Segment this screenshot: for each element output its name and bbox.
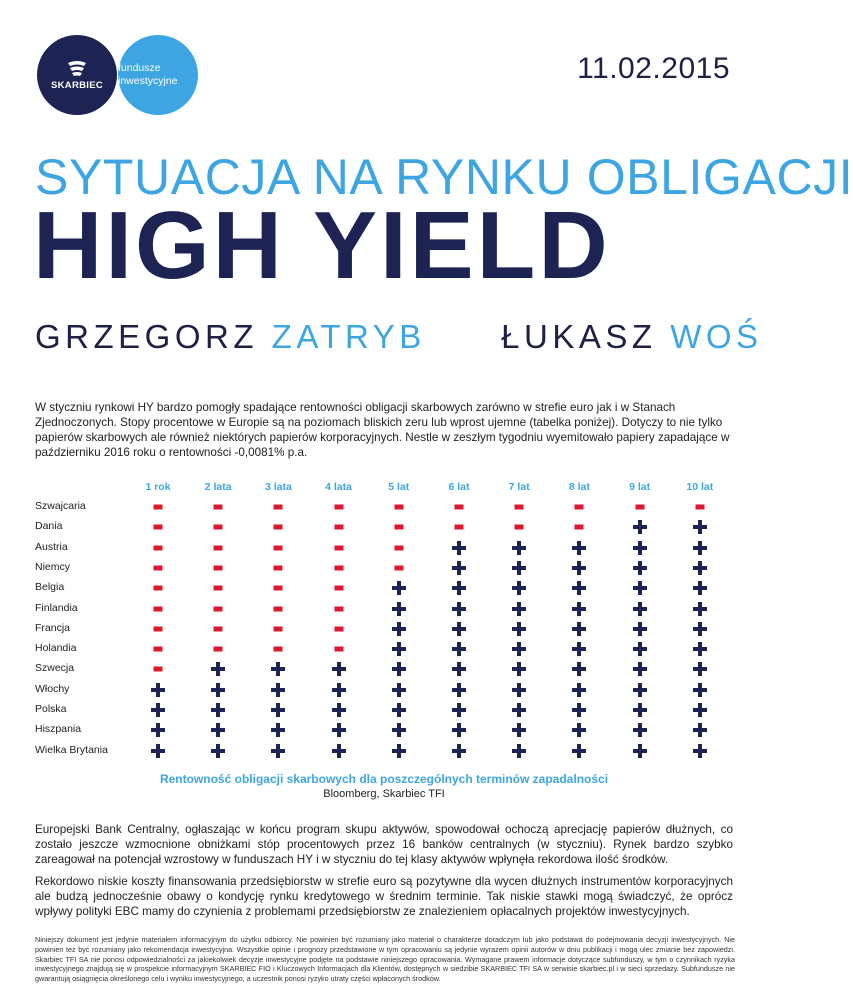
plus-icon (512, 683, 526, 697)
plus-icon (633, 561, 647, 575)
minus-icon (334, 647, 343, 652)
plus-icon (392, 662, 406, 676)
minus-icon (274, 586, 283, 591)
plus-icon (633, 662, 647, 676)
plus-icon (572, 541, 586, 555)
plus-icon (332, 683, 346, 697)
authors (35, 318, 763, 356)
column-header: 9 lat (629, 481, 651, 493)
plus-icon (693, 683, 707, 697)
plus-icon (572, 602, 586, 616)
plus-icon (452, 602, 466, 616)
document-date: 11.02.2015 (577, 52, 730, 85)
plus-icon (693, 622, 707, 636)
minus-icon (154, 545, 163, 550)
minus-icon (154, 626, 163, 631)
plus-icon (633, 642, 647, 656)
plus-icon (392, 581, 406, 595)
minus-icon (334, 505, 343, 510)
minus-icon (575, 505, 584, 510)
plus-icon (633, 683, 647, 697)
plus-icon (392, 744, 406, 758)
plus-icon (452, 662, 466, 676)
plus-icon (271, 723, 285, 737)
minus-icon (635, 505, 644, 510)
plus-icon (332, 662, 346, 676)
minus-icon (154, 505, 163, 510)
row-label: Hiszpania (35, 723, 82, 736)
minus-icon (334, 606, 343, 611)
minus-icon (214, 586, 223, 591)
minus-icon (334, 565, 343, 570)
column-header: 8 lat (568, 481, 590, 493)
minus-icon (394, 545, 403, 550)
disclaimer: Niniejszy dokument jest jedynie materiałem informacyjnym do użytku odbiorcy. Nie powinien być rozumiany jako materiał o charakterze doradczym lub jako podstawa do podejmowania decyzji inwestycyjnych. Nie powinien też być rozumiany jako rekomendacja inwestycyjna. Wszystkie opinie i prognozy przedstawione w tym opracowaniu są jedynie wyrazem opinii autorów w dniu publikacji i mogą ulec zmianie bez zapowiedzi. Skarbiec TFI SA nie ponosi odpowiedzialności za jakiekolwiek decyzje inwestycyjne podjęte na podstawie niniejszego opracowania. Wymagane prawem informacje dotyczące subfunduszy, w tym o czynnikach ryzyka inwestycyjnego znajdują się w prospekcie informacyjnym SKARBIEC FIO i Kluczowych Informacjach dla Klientów, dostępnych w siedzibie SKARBIEC TFI SA w serwisie skarbiec.pl i w sieci sprzedaży. Subfundusze nie gwarantują osiągnięcia określonego celu i wyniku inwestycyjnego, a uczestnik ponosi ryzyko utraty części wpłaconych środków. (35, 935, 735, 984)
skarbiec-logo (37, 35, 117, 115)
plus-icon (572, 703, 586, 717)
plus-icon (512, 703, 526, 717)
plus-icon (271, 662, 285, 676)
plus-icon (693, 642, 707, 656)
plus-icon (512, 581, 526, 595)
author-1-last: ZATRYB (271, 318, 426, 355)
minus-icon (214, 626, 223, 631)
plus-icon (452, 744, 466, 758)
author-2-first: ŁUKASZ (501, 318, 657, 355)
plus-icon (512, 541, 526, 555)
body-paragraph-2: Europejski Bank Centralny, ogłaszając w końcu program skupu aktywów, spowodował ochoczą aprecjację papierów dłużnych, co zostało jeszcze wzmocnione obniżkami stóp procentowych przez 16 banków centralnych (w styczniu). Rynek bardzo szybko zareagował na potencjał wzrostowy w funduszach HY i w styczniu do tej klasy aktywów wpłynęła rekordowa ilość środków. (35, 823, 733, 866)
plus-icon (332, 744, 346, 758)
minus-icon (334, 545, 343, 550)
minus-icon (394, 525, 403, 530)
minus-icon (274, 626, 283, 631)
minus-icon (214, 565, 223, 570)
plus-icon (332, 703, 346, 717)
column-header: 7 lat (508, 481, 530, 493)
minus-icon (274, 545, 283, 550)
minus-icon (515, 505, 524, 510)
plus-icon (572, 683, 586, 697)
row-label: Francja (35, 621, 71, 634)
plus-icon (512, 622, 526, 636)
minus-icon (274, 647, 283, 652)
minus-icon (455, 525, 464, 530)
plus-icon (452, 703, 466, 717)
plus-icon (633, 703, 647, 717)
minus-icon (274, 525, 283, 530)
row-label: Niemcy (35, 560, 71, 573)
minus-icon (515, 525, 524, 530)
minus-icon (154, 565, 163, 570)
plus-icon (452, 581, 466, 595)
column-header: 10 lat (686, 481, 714, 493)
logo-sub-text: fundusze inwestycyjne (118, 62, 178, 87)
plus-icon (693, 723, 707, 737)
plus-icon (512, 744, 526, 758)
plus-icon (693, 703, 707, 717)
plus-icon (392, 642, 406, 656)
plus-icon (452, 723, 466, 737)
plus-icon (572, 642, 586, 656)
plus-icon (572, 622, 586, 636)
column-header: 5 lat (388, 481, 410, 493)
plus-icon (512, 723, 526, 737)
plus-icon (211, 744, 225, 758)
table-caption: Rentowność obligacji skarbowych dla poszczególnych terminów zapadalności (159, 772, 609, 786)
minus-icon (154, 586, 163, 591)
plus-icon (392, 622, 406, 636)
plus-icon (572, 561, 586, 575)
plus-icon (452, 642, 466, 656)
skarbiec-mark-icon (66, 60, 88, 76)
minus-icon (455, 505, 464, 510)
column-header: 2 lata (204, 481, 232, 493)
intro-paragraph: W styczniu rynkowi HY bardzo pomogły spadające rentowności obligacji skarbowych zarówno w strefie euro jak i w Stanach Zjednoczonych. Stopy procentowe w Europie są na poziomach bliskich zeru lub wprost ujemne (tabelka poniżej). Dotyczy to nie tylko papierów skarbowych ale również niektórych papierów korporacyjnych. Nestle w zeszłym tygodniu wyemitowało papiery zapadające w październiku 2016 roku o rentowności -0,0081% p.a. (35, 401, 730, 459)
plus-icon (512, 642, 526, 656)
plus-icon (211, 703, 225, 717)
plus-icon (151, 723, 165, 737)
plus-icon (693, 744, 707, 758)
plus-icon (572, 723, 586, 737)
row-label: Holandia (35, 642, 77, 655)
plus-icon (151, 683, 165, 697)
plus-icon (452, 683, 466, 697)
minus-icon (214, 545, 223, 550)
plus-icon (512, 561, 526, 575)
column-header: 6 lat (448, 481, 470, 493)
plus-icon (633, 622, 647, 636)
row-label: Wielka Brytania (35, 743, 108, 756)
minus-icon (154, 525, 163, 530)
row-label: Szwecja (35, 662, 75, 675)
column-header: 3 lata (264, 481, 292, 493)
minus-icon (214, 606, 223, 611)
row-label: Dania (35, 520, 63, 533)
logo-brand-text: SKARBIEC (50, 79, 103, 91)
title-line-1: SYTUACJA NA RYNKU OBLIGACJI (35, 149, 853, 205)
plus-icon (512, 662, 526, 676)
row-label: Włochy (35, 682, 70, 695)
table-source: Bloomberg, Skarbiec TFI (323, 788, 445, 800)
minus-icon (274, 505, 283, 510)
plus-icon (633, 744, 647, 758)
plus-icon (572, 581, 586, 595)
minus-icon (214, 647, 223, 652)
minus-icon (154, 606, 163, 611)
plus-icon (693, 520, 707, 534)
minus-icon (274, 565, 283, 570)
plus-icon (633, 602, 647, 616)
plus-icon (693, 541, 707, 555)
plus-icon (693, 581, 707, 595)
minus-icon (334, 525, 343, 530)
plus-icon (271, 744, 285, 758)
plus-icon (693, 602, 707, 616)
plus-icon (633, 581, 647, 595)
plus-icon (512, 602, 526, 616)
minus-icon (334, 586, 343, 591)
minus-icon (394, 565, 403, 570)
plus-icon (452, 622, 466, 636)
minus-icon (274, 606, 283, 611)
plus-icon (633, 520, 647, 534)
plus-icon (151, 744, 165, 758)
plus-icon (211, 683, 225, 697)
plus-icon (693, 662, 707, 676)
plus-icon (271, 703, 285, 717)
row-label: Belgia (35, 581, 65, 594)
minus-icon (394, 505, 403, 510)
plus-icon (633, 541, 647, 555)
column-header: 4 lata (325, 481, 353, 493)
plus-icon (392, 723, 406, 737)
minus-icon (575, 525, 584, 530)
plus-icon (572, 744, 586, 758)
plus-icon (452, 541, 466, 555)
plus-icon (572, 662, 586, 676)
row-label: Austria (35, 540, 68, 553)
plus-icon (332, 723, 346, 737)
title-line-2: HIGH YIELD (33, 192, 611, 299)
plus-icon (392, 703, 406, 717)
minus-icon (334, 626, 343, 631)
plus-icon (211, 723, 225, 737)
plus-icon (392, 683, 406, 697)
plus-icon (693, 561, 707, 575)
plus-icon (392, 602, 406, 616)
row-label: Szwajcaria (35, 500, 86, 512)
fundusze-logo (118, 35, 198, 115)
minus-icon (214, 525, 223, 530)
minus-icon (154, 647, 163, 652)
plus-icon (452, 561, 466, 575)
plus-icon (633, 723, 647, 737)
plus-icon (151, 703, 165, 717)
column-header: 1 rok (145, 481, 171, 493)
body-paragraph-3: Rekordowo niskie koszty finansowania przedsiębiorstw w strefie euro są pozytywne dla wycen dłużnych instrumentów korporacyjnych ale budzą jednocześnie obawy o kondycję rynku kredytowego w średnim terminie. Tak niskie stawki mogą świadczyć, że oprócz wpływy polityki EBC mamy do czynienia z problemami przedsiębiorstw ze znalezieniem opłacalnych projektów inwestycyjnych. (35, 875, 733, 918)
plus-icon (211, 662, 225, 676)
author-1-first: GRZEGORZ (35, 318, 258, 355)
plus-icon (271, 683, 285, 697)
minus-icon (695, 505, 704, 510)
row-label: Polska (35, 703, 67, 715)
row-label: Finlandia (35, 601, 78, 614)
minus-icon (154, 667, 163, 672)
author-2-last: WOŚ (670, 318, 763, 355)
minus-icon (214, 505, 223, 510)
